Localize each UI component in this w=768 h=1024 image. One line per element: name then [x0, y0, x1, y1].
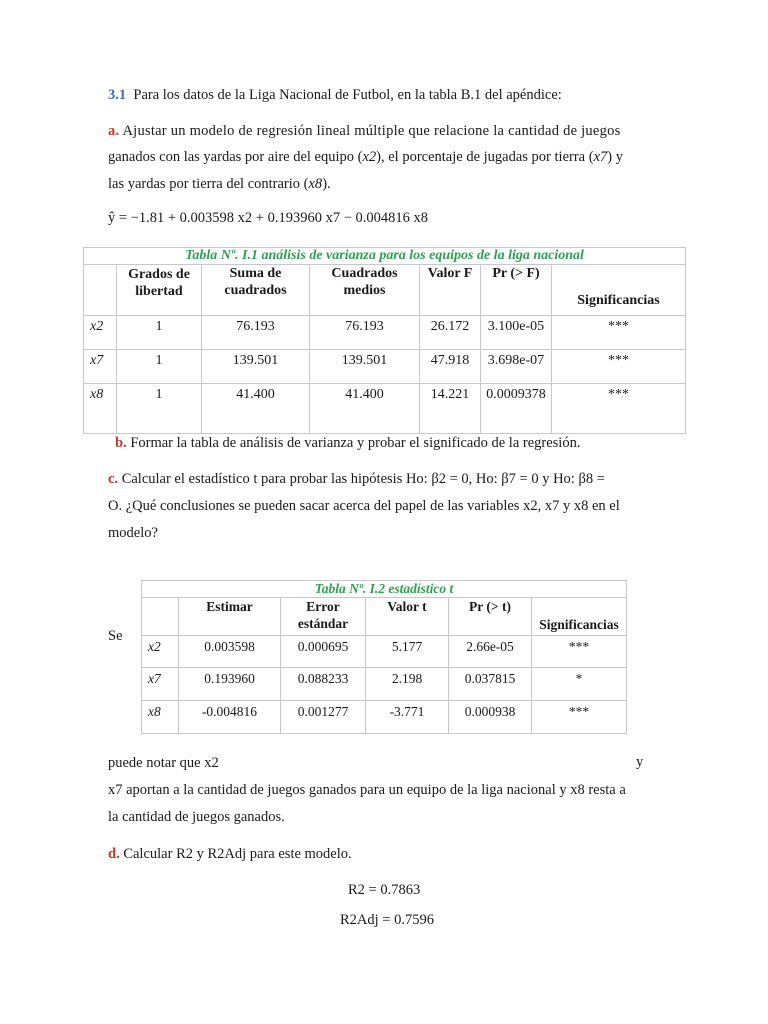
table-row: x7 0.193960 0.088233 2.198 0.037815 *: [142, 668, 627, 701]
col-header: Pr (> t): [449, 598, 532, 636]
anova-table: [83, 247, 686, 434]
col-header: Valor t: [366, 598, 449, 636]
col-header: Pr (> F): [481, 265, 552, 316]
part-b: b. Formar la tabla de análisis de varianza y probar el significado de la regresión.: [115, 435, 581, 451]
r-squared-adjusted: R2Adj = 0.7596: [340, 912, 434, 928]
exercise-intro: [108, 86, 562, 104]
var-x2: x2: [362, 149, 377, 165]
col-header: Significancias: [552, 265, 686, 316]
part-b-label: b.: [115, 435, 127, 451]
conclusion-line1: puede notar que x2: [108, 755, 219, 771]
part-a-line2: ganados con las yardas por aire del equipo (x2), el porcentaje de jugadas por tierra (x7) y: [108, 149, 623, 165]
part-a-label: a.: [108, 123, 120, 139]
col-header: Valor F: [420, 265, 481, 316]
part-c-label: c.: [108, 471, 119, 487]
anova-caption: Tabla Nº. I.1 análisis de varianza para los equipos de la liga nacional: [84, 248, 686, 265]
r-squared: R2 = 0.7863: [348, 882, 421, 898]
exercise-number: 3.1: [108, 87, 127, 103]
part-c-line1: c. Calcular el estadístico t para probar las hipótesis Ho: β2 = 0, Ho: β7 = 0 y Ho: β8 =: [108, 471, 605, 487]
part-d: d. Calcular R2 y R2Adj para este modelo.: [108, 846, 352, 862]
col-header: Error estándar: [281, 598, 366, 636]
col-header: Suma de cuadrados: [202, 265, 310, 316]
table-row: x8 1 41.400 41.400 14.221 0.0009378 ***: [84, 384, 686, 434]
intro-text: Para los datos de la Liga Nacional de Futbol, en la tabla B.1 del apéndice:: [133, 87, 562, 103]
part-a-line3: las yardas por tierra del contrario (x8).: [108, 176, 331, 192]
conclusion-line3: la cantidad de juegos ganados.: [108, 809, 285, 825]
conclusion-line2: x7 aportan a la cantidad de juegos ganados para un equipo de la liga nacional y x8 resta a: [108, 782, 626, 798]
col-header: Grados de libertad: [117, 265, 202, 316]
col-header: Cuadrados medios: [310, 265, 420, 316]
table-row: x7 1 139.501 139.501 47.918 3.698e-07 ***: [84, 350, 686, 384]
t-table-caption: Tabla Nº. I.2 estadístico t: [142, 581, 627, 598]
var-x7: x7: [593, 149, 608, 165]
part-c-line3: modelo?: [108, 525, 158, 541]
side-note: Se: [108, 628, 123, 644]
table-row: x2 0.003598 0.000695 5.177 2.66e-05 ***: [142, 636, 627, 668]
part-a-line1: a. Ajustar un modelo de regresión lineal múltiple que relacione la cantidad de juegos: [108, 123, 621, 139]
part-c-line2: O. ¿Qué conclusiones se pueden sacar acerca del papel de las variables x2, x7 y x8 en el: [108, 498, 620, 514]
t-statistic-table: [141, 580, 627, 734]
part-d-label: d.: [108, 846, 120, 862]
col-header: Significancias: [532, 598, 627, 636]
col-header: Estimar: [179, 598, 281, 636]
table-row: x2 1 76.193 76.193 26.172 3.100e-05 ***: [84, 316, 686, 350]
table-row: x8 -0.004816 0.001277 -3.771 0.000938 ***: [142, 701, 627, 734]
conclusion-line1-end: y: [636, 754, 644, 770]
regression-equation: ŷ = −1.81 + 0.003598 x2 + 0.193960 x7 − 0.004816 x8: [108, 210, 429, 226]
var-x8: x8: [308, 176, 323, 192]
